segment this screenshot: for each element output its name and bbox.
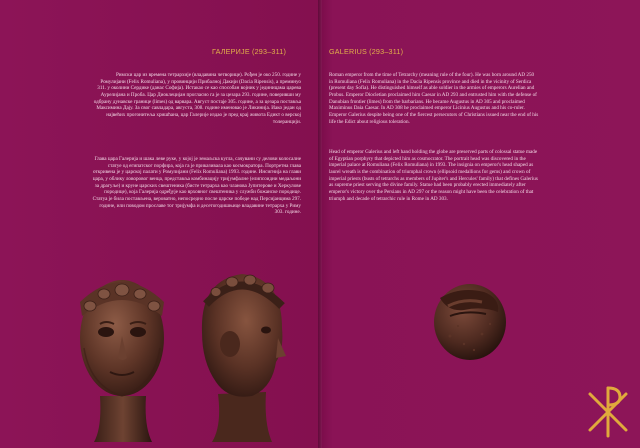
- paragraph-1-serbian: Римски цар из времена тетрархије (владавина четворице). Рођен је око 250. године у Ромулијани (Felix Romuliana), у провинцији Прибалној Дакији (Dacia Ripensis), а преминуо 311. у околини Сердике (данас Софија). Истакао се као способан војник у јединицама царева Аурелијана и Проба. Цар Диоклецијан прогласио га је за цезара 293. године, поверивши му одбрану дунавске границе (limes) од варвара. Август постаје 305. године, а за цезара поставља Максимина Дају. За свог савладара, августа, 308. године именовао је Ликинија. Иако један од највећих прогонитеља хришћана, цар Галерије издао је пред крај живота Едикт о верској толеранцији.: [93, 72, 301, 125]
- porphyry-hand-globe-image: [430, 276, 510, 364]
- paragraph-2-english: Head of emperor Galerius and left hand holding the globe are preserved parts of colossal statue made of Egyptian porphyry that depicted him as cosmocrator. The portrait head was discovered in the imperial palace at Romuliana (Felix Romuliana) in 1993. The insignia on emperor's head shaped as laurel wreath is the combination of triumphal crown (ellipsoid medallions for gems) and crown of imperial priests (busts of tetrarchs as members of Jupiter's and Hercules' family) that defines Galerius as supreme priest serving the divine family. Statue had been probably erected immediately after emperor's victory over the Persians in AD 297 or the reason might have been the celebration of that triumph and decade of tetrarchic rule in Rome in AD 303.: [329, 149, 538, 202]
- heading-english: GALERIUS (293–311): [329, 47, 404, 56]
- heading-serbian: ГАЛЕРИЈЕ (293–311): [212, 47, 287, 56]
- porphyry-head-front-image: [64, 258, 182, 444]
- chi-rho-monogram-icon: [584, 382, 632, 438]
- paragraph-1-english: Roman emperor from the time of Tetrarchy (meaning rule of the four). He was born around AD 250 in Romuliana (Felix Romuliana) in the Dacia Ripensis province and died in the vicinity of Serdica (present day Sofia). He distinguished himself as able soldier in the armies of emperors Aurelian and Probus. Emperor Diocletian proclaimed him Caesar in AD 293 and entrusted him with the defense of Danubian frontier (limes) from the barbarians. He became Augustus in AD 305 and proclaimed Maximinus Daia Caesar. In AD 308 he proclaimed emperor Licinius Augustus and his co-ruler. Emperor Galerius despite being one of the fiercest persecutors of Christians issued near the end of his life the Edict about religious toleration.: [329, 72, 539, 125]
- book-gutter: [318, 0, 322, 448]
- porphyry-head-profile-image: [182, 258, 296, 444]
- paragraph-2-serbian: Глава цара Галерија и шака леве руке, у којој је земаљска кугла, сачувани су делови колосалне статуе од египатског порфира, која га је приказивала као космократора. Портретна глава откривена је у царској палати у Ромулијани (Felix Romuliana) 1993. године. Инсигнија на глави цара, у облику ловоровог венца, представља комбинацију тријумфалне (елипсоидни медаљони за драгуље) и круне царских свештеника (бисте тетрарха као чланова Јупитерове и Херкулове породице), која Галерија одређује као врховног свештеника у служби божанске породице. Статуа је била постављена, вероватно, непосредно после царске победе над Персијанцима 297. године, или поводом прославе тог тријумфа и десетогодишњице владавине тетрарха у Риму 303. године.: [92, 156, 301, 216]
